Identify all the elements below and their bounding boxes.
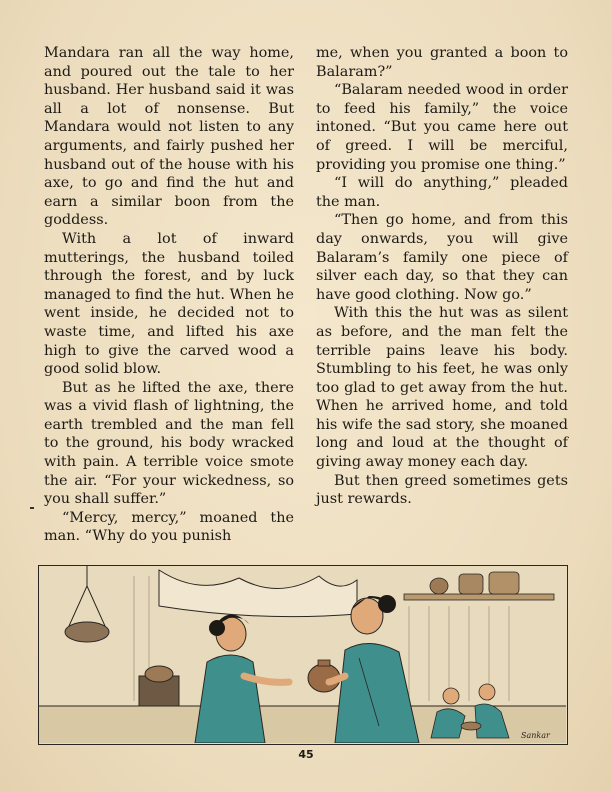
artist-signature: Sankar bbox=[521, 731, 550, 740]
illustration-drawing bbox=[39, 566, 566, 743]
basket-icon bbox=[459, 574, 483, 594]
paragraph: With this the hut was as silent as before, and the man felt the terrible pains leave his body. Stumbling to his feet, he was only too glad to get away from the hut. When he arrived home, and told his wife the sad story, she moaned long and loud at the thought of giving away money each day. bbox=[316, 305, 568, 471]
basket-icon bbox=[489, 572, 519, 594]
paragraph: Mandara ran all the way home, and poured out the tale to her husband. Her husband said it was all a lot of nonsense. But Mandara would not listen to any arguments, and fairly pushed her husband out of the house with his axe, to go and find the hut and earn a similar boon from the goddess. bbox=[44, 45, 294, 229]
paragraph: “I will do anything,” pleaded the man. bbox=[316, 175, 568, 210]
paragraph: me, when you granted a boon to Balaram?” bbox=[316, 45, 568, 80]
right-text-column bbox=[316, 44, 568, 509]
paragraph: With a lot of inward mutterings, the husband toiled through the forest, and by luck managed to find the hut. When he went inside, he decided not to waste time, and lifted his axe high to give the carved wood a good solid blow. bbox=[44, 230, 294, 378]
pot-icon bbox=[430, 578, 448, 594]
paragraph: “Balaram needed wood in order to feed his family,” the voice intoned. “But you came here out of greed. I will be merciful, providing you promise one thing.” bbox=[316, 82, 568, 173]
shelf bbox=[404, 594, 554, 600]
paragraph: But then greed sometimes gets just rewards. bbox=[316, 472, 568, 508]
paragraph: “Then go home, and from this day onwards, you will give Balaram’s family one piece of silver each day, so that they can have good clothing. Now go.” bbox=[316, 212, 568, 303]
paragraph: “Mercy, mercy,” moaned the man. “Why do you punish bbox=[44, 509, 294, 545]
paragraph: But as he lifted the axe, there was a vivid flash of lightning, the earth trembled and the man fell to the ground, his body wracked with pain. A terrible voice smote the air. “For your wickedness, so you shall suffer.” bbox=[44, 379, 294, 508]
margin-mark bbox=[30, 507, 34, 509]
left-text-column bbox=[44, 44, 294, 546]
story-illustration bbox=[38, 565, 568, 745]
page-number: 45 bbox=[298, 748, 314, 761]
